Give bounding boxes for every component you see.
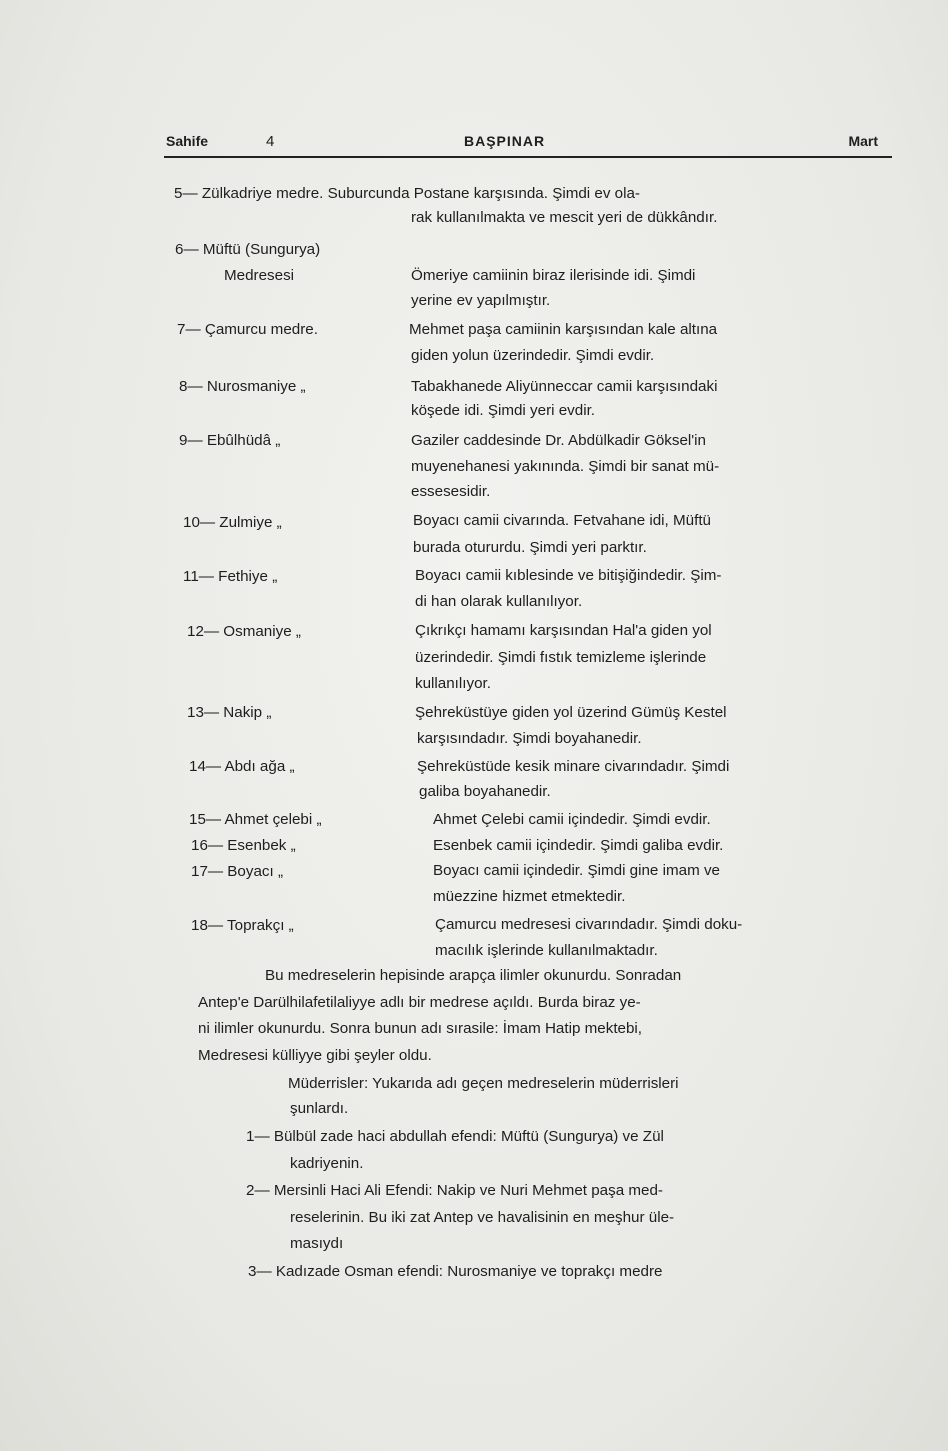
issue-month: Mart	[848, 133, 878, 149]
text-line: 17— Boyacı „	[191, 863, 284, 880]
text-line: Şehreküstüye giden yol üzerind Gümüş Kestel	[415, 704, 727, 721]
text-line: di han olarak kullanılıyor.	[415, 593, 583, 610]
text-line: 18— Toprakçı „	[191, 917, 294, 934]
text-line: 13— Nakip „	[187, 704, 272, 721]
text-line: 8— Nurosmaniye „	[179, 378, 306, 395]
text-line: Boyacı camii kıblesinde ve bitişiğindedir. Şim-	[415, 567, 722, 584]
journal-title: BAŞPINAR	[464, 133, 546, 149]
text-line: Gaziler caddesinde Dr. Abdülkadir Göksel'in	[411, 432, 706, 449]
text-line: masıydı	[290, 1235, 344, 1252]
text-line: 15— Ahmet çelebi „	[189, 811, 322, 828]
text-line: üzerindedir. Şimdi fıstık temizleme işlerinde	[415, 649, 707, 666]
text-line: kullanılıyor.	[415, 675, 491, 692]
text-line: 14— Abdı ağa „	[189, 758, 295, 775]
text-line: şunlardı.	[290, 1100, 349, 1117]
text-line: Esenbek camii içindedir. Şimdi galiba evdir.	[433, 837, 724, 854]
text-line: reselerinin. Bu iki zat Antep ve havalisinin en meşhur üle-	[290, 1209, 675, 1226]
text-line: 12— Osmaniye „	[187, 623, 301, 640]
text-line: galiba boyahanedir.	[419, 783, 551, 800]
text-line: essesesidir.	[411, 483, 491, 500]
text-line: Mehmet paşa camiinin karşısından kale altına	[409, 321, 718, 338]
text-line: 2— Mersinli Haci Ali Efendi: Nakip ve Nuri Mehmet paşa med-	[246, 1182, 663, 1199]
text-line: kadriyenin.	[290, 1155, 364, 1172]
text-line: giden yolun üzerindedir. Şimdi evdir.	[411, 347, 655, 364]
page-number: 4	[266, 133, 275, 150]
text-line: müezzine hizmet etmektedir.	[433, 888, 626, 905]
text-line: 10— Zulmiye „	[183, 514, 282, 531]
text-line: Boyacı camii civarında. Fetvahane idi, Müftü	[413, 512, 711, 529]
text-line: 16— Esenbek „	[191, 837, 296, 854]
text-line: Boyacı camii içindedir. Şimdi gine imam ve	[433, 862, 720, 879]
text-line: muyenehanesi yakınında. Şimdi bir sanat mü-	[411, 458, 720, 475]
text-line: Bu medreselerin hepisinde arapça ilimler okunurdu. Sonradan	[265, 967, 682, 984]
text-line: ni ilimler okunurdu. Sonra bunun adı sırasile: İmam Hatip mektebi,	[198, 1020, 643, 1037]
text-line: rak kullanılmakta ve mescit yeri de dükkândır.	[411, 209, 718, 226]
text-line: 5— Zülkadriye medre. Suburcunda Postane karşısında. Şimdi ev ola-	[174, 185, 640, 202]
text-line: Ahmet Çelebi camii içindedir. Şimdi evdir.	[433, 811, 711, 828]
text-line: Medresesi	[224, 267, 295, 284]
text-line: Medresesi külliyye gibi şeyler oldu.	[198, 1047, 432, 1064]
text-line: Antep'e Darülhilafetilaliyye adlı bir medrese açıldı. Burda biraz ye-	[198, 994, 641, 1011]
text-line: 7— Çamurcu medre.	[177, 321, 318, 338]
text-line: köşede idi. Şimdi yeri evdir.	[411, 402, 596, 419]
text-line: 11— Fethiye „	[183, 568, 278, 585]
text-line: 3— Kadızade Osman efendi: Nurosmaniye ve toprakçı medre	[248, 1263, 663, 1280]
text-line: 6— Müftü (Sungurya)	[175, 241, 321, 258]
text-line: Çıkrıkçı hamamı karşısından Hal'a giden yol	[415, 622, 712, 639]
text-line: 9— Ebûlhüdâ „	[179, 432, 281, 449]
text-line: Müderrisler: Yukarıda adı geçen medreselerin müderrisleri	[288, 1075, 679, 1092]
text-line: 1— Bülbül zade haci abdullah efendi: Müftü (Sungurya) ve Zül	[246, 1128, 664, 1145]
text-line: yerine ev yapılmıştır.	[411, 292, 551, 309]
text-line: Ömeriye camiinin biraz ilerisinde idi. Şimdi	[411, 267, 696, 284]
text-line: Şehreküstüde kesik minare civarındadır. Şimdi	[417, 758, 730, 775]
text-line: Çamurcu medresesi civarındadır. Şimdi doku-	[435, 916, 743, 933]
page-label: Sahife	[166, 133, 209, 149]
text-line: burada otururdu. Şimdi yeri parktır.	[413, 539, 647, 556]
text-line: Tabakhanede Aliyünneccar camii karşısındaki	[411, 378, 718, 395]
text-line: macılık işlerinde kullanılmaktadır.	[435, 942, 658, 959]
text-line: karşısındadır. Şimdi boyahanedir.	[417, 730, 642, 747]
